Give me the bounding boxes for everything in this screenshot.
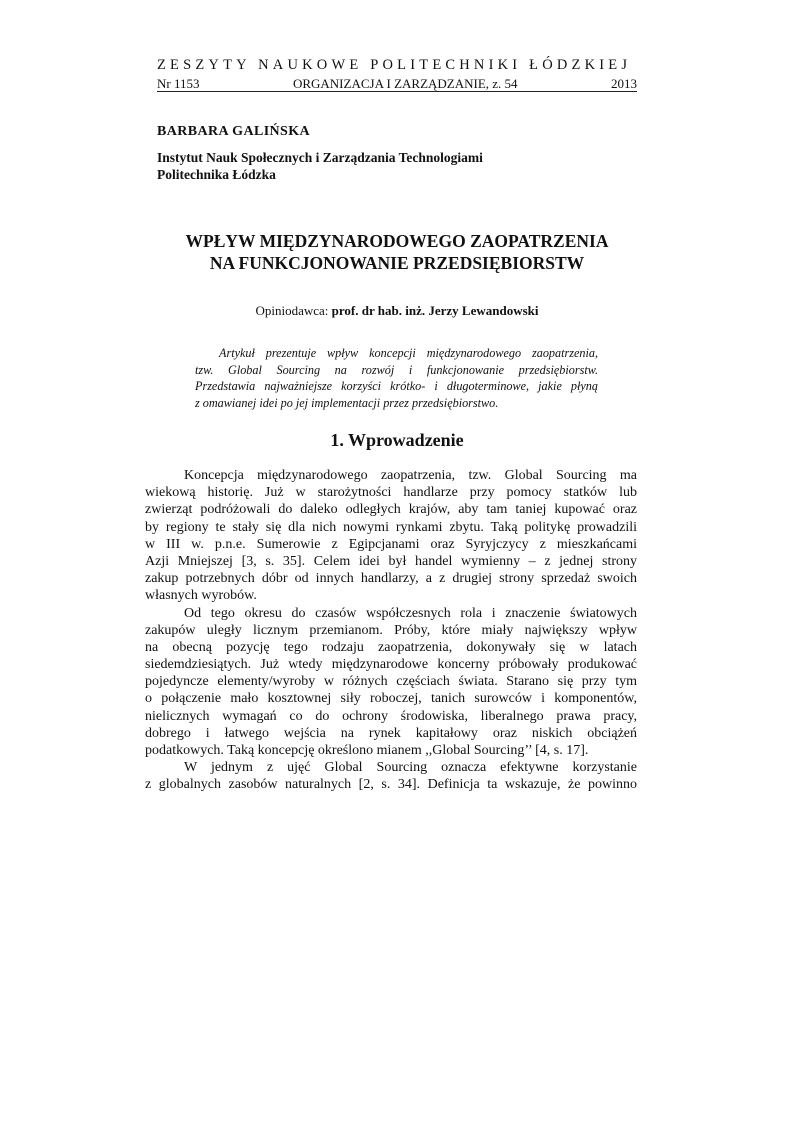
body-line: na obecną pozycję tego rodzaju zaopatrzenia, dokonywały się w latach: [145, 639, 637, 655]
body-line: siedemdziesiątych. Już wtedy międzynarodowe koncerny próbowały produkować: [145, 657, 637, 673]
article-title: [157, 230, 637, 274]
abstract: [195, 345, 598, 411]
body-line: zakupów uległy licznym przemianom. Próby, które miały największy wpływ: [145, 622, 637, 638]
abstract-line: tzw. Global Sourcing na rozwój i funkcjonowanie przedsiębiorstw.: [195, 362, 598, 377]
body-text: [145, 467, 637, 794]
author-name: BARBARA GALIŃSKA: [157, 124, 311, 139]
reviewer-line: [157, 303, 637, 319]
body-line: w III w. p.n.e. Sumerowie z Egipcjanami oraz Syryjczycy z mieszkańcami: [145, 536, 637, 552]
article-title-line: NA FUNKCJONOWANIE PRZEDSIĘBIORSTW: [209, 253, 585, 273]
article-title-line: WPŁYW MIĘDZYNARODOWEGO ZAOPATRZENIA: [185, 231, 609, 251]
header-rule: [157, 91, 637, 92]
issue-number: Nr 1153: [157, 76, 200, 91]
body-line: o połączenie mało kosztownej siły roboczej, tanich surowców i komponentów,: [145, 691, 637, 707]
body-line: wiekową historię. Już w starożytności handlarze przy pomocy statków lub: [145, 485, 637, 501]
body-line: własnych wyrobów.: [145, 588, 257, 604]
body-line: zwierząt podróżowali do daleko odległych krajów, aby tam taniej kupować oraz: [145, 502, 637, 518]
author-affiliation-university: Politechnika Łódzka: [157, 167, 276, 182]
body-line: zakup potrzebnych dóbr od innych handlarzy, a z drugiej strony sprzedaż swoich: [145, 571, 637, 587]
body-line: z globalnych zasobów naturalnych [2, s. 34]. Definicja ta wskazuje, że powinno: [145, 777, 637, 793]
body-line: Od tego okresu do czasów współczesnych rola i znaczenie światowych: [184, 605, 637, 621]
body-line: pojedyncze elementy/wyroby w różnych częściach świata. Starano się przy tym: [145, 674, 637, 690]
reviewer-label: Opiniodawca:: [255, 303, 329, 318]
body-line: Koncepcja międzynarodowego zaopatrzenia, tzw. Global Sourcing ma: [184, 468, 637, 483]
abstract-line: Przedstawia najważniejsze korzyści krótko- i długoterminowe, jakie płyną: [195, 379, 598, 393]
journal-issue-row: [157, 76, 637, 92]
issue-year: 2013: [611, 76, 637, 91]
body-line: Azji Mniejszej [3, s. 35]. Celem idei był handel wymienny – z jednej strony: [145, 553, 637, 569]
body-line: podatkowych. Taką koncepcję określono mianem ,,Global Sourcing’’ [4, s. 17].: [145, 743, 589, 758]
journal-title: ZESZYTY NAUKOWE POLITECHNIKI ŁÓDZKIEJ: [157, 57, 632, 73]
body-line: nielicznych wymagań co do ochrony środowiska, liberalnego prawa pracy,: [145, 708, 637, 724]
body-line: by regiony te stały się dla nich nowymi rynkami zbytu. Taką politykę prowadzili: [145, 519, 637, 535]
body-line: dobrego i łatwego wejścia na rynek kapitałowy oraz niskich obciążeń: [145, 725, 637, 741]
section-heading: 1. Wprowadzenie: [330, 430, 464, 450]
abstract-line: Artykuł prezentuje wpływ koncepcji międzynarodowego zaopatrzenia,: [219, 346, 598, 360]
abstract-line: z omawianej idei po jej implementacji przez przedsiębiorstwo.: [195, 395, 499, 410]
author-affiliation-institute: Instytut Nauk Społecznych i Zarządzania Technologiami: [157, 150, 483, 165]
reviewer-name: prof. dr hab. inż. Jerzy Lewandowski: [331, 303, 539, 318]
series-name: ORGANIZACJA I ZARZĄDZANIE, z. 54: [292, 76, 518, 91]
body-line: W jednym z ujęć Global Sourcing oznacza efektywne korzystanie: [184, 760, 637, 776]
author-block: [157, 124, 637, 183]
